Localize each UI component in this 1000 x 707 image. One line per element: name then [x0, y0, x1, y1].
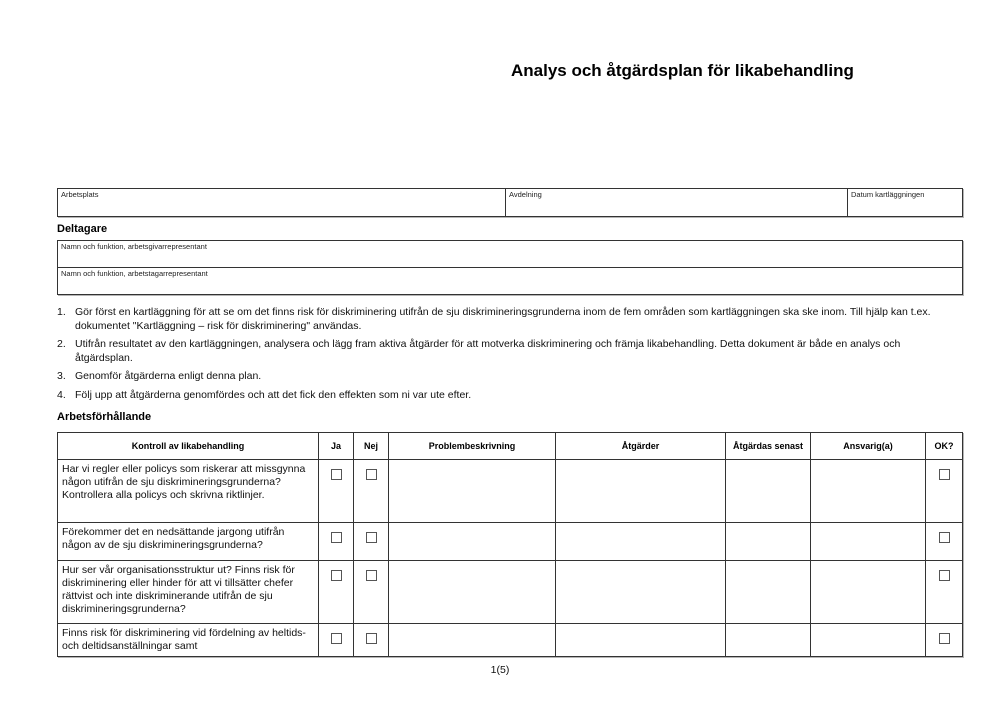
instruction-item-2	[57, 338, 949, 365]
ja-checkbox[interactable]	[331, 532, 342, 543]
checklist-row-2	[58, 523, 963, 561]
atgarder-cell[interactable]	[556, 561, 726, 624]
atgardas-senast-cell[interactable]	[726, 561, 811, 624]
atgardas-senast-cell[interactable]	[726, 624, 811, 657]
nej-cell	[354, 624, 389, 657]
ok-cell	[926, 460, 963, 523]
instruction-number: 4.	[57, 388, 66, 401]
ja-cell	[319, 624, 354, 657]
datum-kartlaggningen-label: Datum kartläggningen	[851, 190, 925, 199]
checklist-row-1	[58, 460, 963, 523]
atgardas-senast-cell[interactable]	[726, 460, 811, 523]
avdelning-label: Avdelning	[509, 190, 542, 199]
problembeskrivning-cell[interactable]	[389, 624, 556, 657]
question-cell: Finns risk för diskriminering vid fördelning av heltids- och deltidsanställningar samt	[58, 624, 319, 657]
workplace-info-table	[57, 188, 963, 217]
ok-checkbox[interactable]	[939, 570, 950, 581]
header-ja: Ja	[319, 433, 354, 460]
participant-row	[58, 268, 963, 295]
arbetstagarrepresentant-field[interactable]	[58, 268, 963, 295]
ok-cell	[926, 624, 963, 657]
participant-row	[58, 241, 963, 268]
ok-checkbox[interactable]	[939, 532, 950, 543]
instruction-number: 2.	[57, 338, 66, 350]
checklist-row-3	[58, 561, 963, 624]
problembeskrivning-cell[interactable]	[389, 523, 556, 561]
page-title: Analys och åtgärdsplan för likabehandling	[511, 61, 854, 80]
ok-checkbox[interactable]	[939, 469, 950, 480]
ansvarig-cell[interactable]	[811, 624, 926, 657]
participants-table	[57, 240, 963, 295]
header-ok: OK?	[926, 433, 963, 460]
deltagare-heading: Deltagare	[57, 223, 108, 235]
ansvarig-cell[interactable]	[811, 460, 926, 523]
header-problembeskrivning: Problembeskrivning	[389, 433, 556, 460]
problembeskrivning-cell[interactable]	[389, 561, 556, 624]
nej-checkbox[interactable]	[366, 633, 377, 644]
header-ansvarig: Ansvarig(a)	[811, 433, 926, 460]
instruction-item-4	[57, 389, 949, 403]
arbetsgivarrepresentant-field[interactable]	[58, 241, 963, 268]
header-kontroll-av-likabehandling: Kontroll av likabehandling	[58, 433, 319, 460]
question-cell: Hur ser vår organisationsstruktur ut? Finns risk för diskriminering eller hinder för att vi tillsätter chefer rättvist och inte diskriminerande utifrån de sju diskrimineringsgrunderna?	[58, 561, 319, 624]
header-atgardas-senast: Åtgärdas senast	[726, 433, 811, 460]
instructions-list	[57, 306, 949, 407]
datum-kartlaggningen-field[interactable]	[848, 189, 963, 217]
question-cell: Har vi regler eller policys som riskerar att missgynna någon utifrån de sju diskrimineringsgrunderna? Kontrollera alla policys och skrivna riktlinjer.	[58, 460, 319, 523]
ja-cell	[319, 561, 354, 624]
arbetsplats-field[interactable]	[58, 189, 506, 217]
header-nej: Nej	[354, 433, 389, 460]
nej-checkbox[interactable]	[366, 469, 377, 480]
problembeskrivning-cell[interactable]	[389, 460, 556, 523]
avdelning-field[interactable]	[506, 189, 848, 217]
ja-checkbox[interactable]	[331, 469, 342, 480]
nej-checkbox[interactable]	[366, 570, 377, 581]
instruction-number: 1.	[57, 306, 66, 318]
arbetstagarrepresentant-label: Namn och funktion, arbetstagarrepresentant	[61, 269, 208, 278]
checklist-header-row	[58, 433, 963, 460]
arbetsplats-label: Arbetsplats	[61, 190, 99, 199]
instruction-text: Utifrån resultatet av den kartläggningen, analysera och lägg fram aktiva åtgärder för att motverka diskriminering och främja likabehandling. Detta dokument är både en analys och åtgärdsplan.	[75, 338, 901, 364]
nej-cell	[354, 523, 389, 561]
instruction-text: Gör först en kartläggning för att se om det finns risk för diskriminering utifrån de sju diskrimineringsgrunderna inom de fem områden som kartläggningen ska ske inom. Till hjälp kan t.ex. dokumentet "Kartläggning – risk för diskriminering" användas.	[75, 306, 931, 332]
ansvarig-cell[interactable]	[811, 561, 926, 624]
ja-checkbox[interactable]	[331, 633, 342, 644]
info-row	[58, 189, 963, 217]
nej-cell	[354, 460, 389, 523]
nej-cell	[354, 561, 389, 624]
arbetsgivarrepresentant-label: Namn och funktion, arbetsgivarrepresentant	[61, 242, 207, 251]
nej-checkbox[interactable]	[366, 532, 377, 543]
ok-cell	[926, 561, 963, 624]
page-number: 1(5)	[490, 664, 510, 676]
instruction-item-1	[57, 306, 949, 333]
instruction-number: 3.	[57, 370, 66, 382]
checklist-row-4	[58, 624, 963, 657]
ja-checkbox[interactable]	[331, 570, 342, 581]
ja-cell	[319, 460, 354, 523]
atgarder-cell[interactable]	[556, 460, 726, 523]
ja-cell	[319, 523, 354, 561]
ansvarig-cell[interactable]	[811, 523, 926, 561]
checklist-table	[57, 432, 963, 657]
instruction-text: Genomför åtgärderna enligt denna plan.	[75, 370, 262, 382]
question-cell: Förekommer det en nedsättande jargong utifrån någon av de sju diskrimineringsgrunderna?	[58, 523, 319, 561]
instruction-item-3	[57, 370, 949, 384]
instruction-text: Följ upp att åtgärderna genomfördes och att det fick den effekten som ni var ute efter.	[75, 388, 472, 401]
atgardas-senast-cell[interactable]	[726, 523, 811, 561]
atgarder-cell[interactable]	[556, 624, 726, 657]
ok-checkbox[interactable]	[939, 633, 950, 644]
ok-cell	[926, 523, 963, 561]
atgarder-cell[interactable]	[556, 523, 726, 561]
arbetsforhallande-heading: Arbetsförhållande	[57, 411, 152, 423]
header-atgarder: Åtgärder	[556, 433, 726, 460]
